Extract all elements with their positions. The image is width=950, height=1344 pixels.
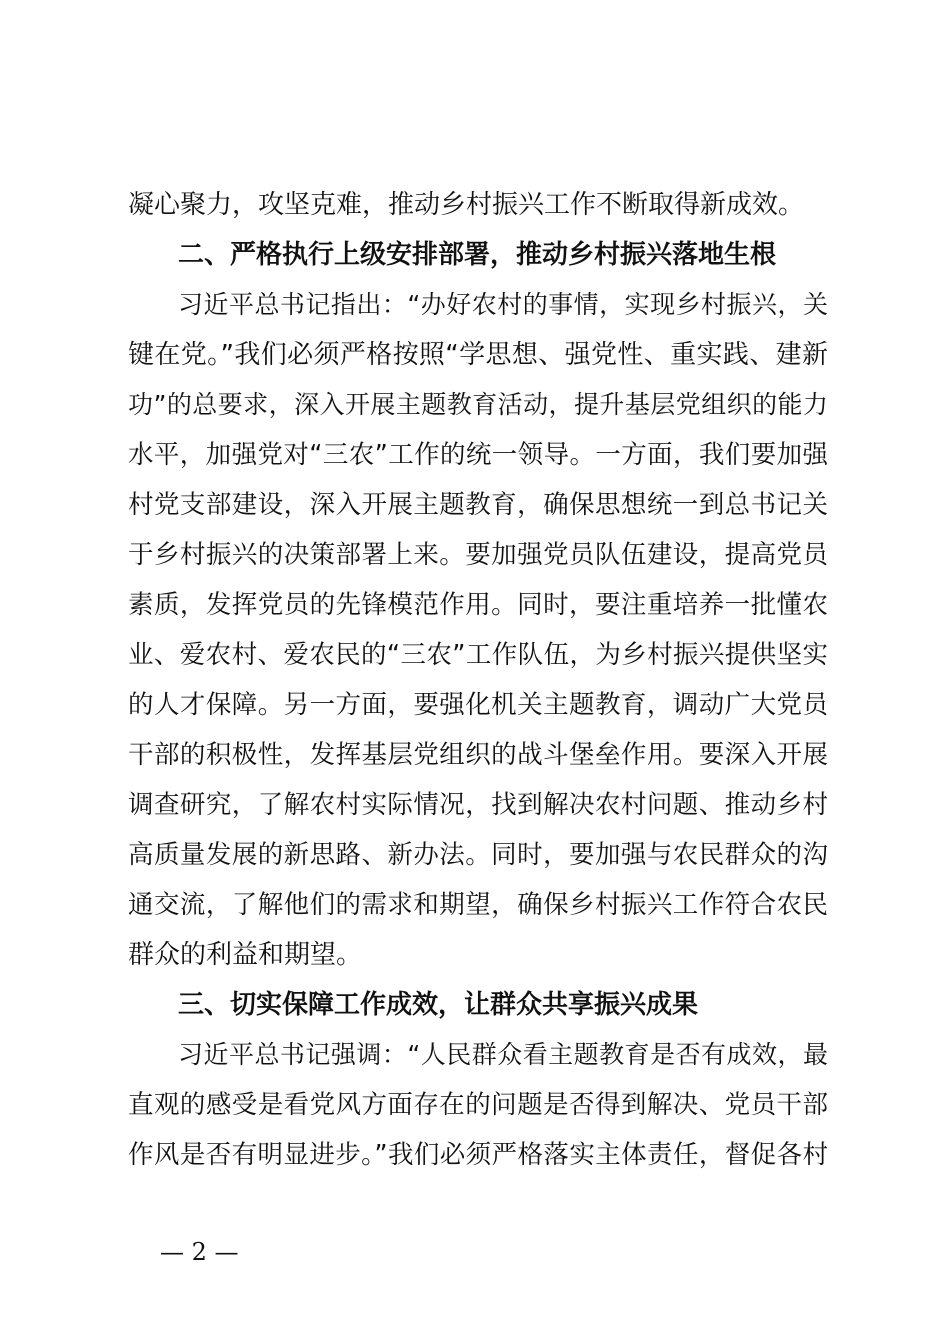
body-text-line: 习近平总书记强调：“人民群众看主题教育是否有成效，最 [178,1040,828,1069]
body-text-line: 干部的积极性，发挥基层党组织的战斗堡垒作用。要深入开展 [128,740,828,770]
body-text-line: 调查研究，了解农村实际情况，找到解决农村问题、推动乡村 [128,790,828,820]
body-text-line: 习近平总书记指出：“办好农村的事情，实现乡村振兴，关 [178,290,828,319]
section-heading-3: 三、切实保障工作成效，让群众共享振兴成果 [178,990,699,1020]
body-text-line: 的人才保障。另一方面，要强化机关主题教育，调动广大党员 [128,690,828,720]
body-text-line: 素质，发挥党员的先锋模范作用。同时，要注重培养一批懂农 [128,590,828,620]
body-text-line: 业、爱农村、爱农民的“三农”工作队伍，为乡村振兴提供坚实 [128,640,828,670]
body-text-line: 水平，加强党对“三农”工作的统一领导。一方面，我们要加强 [128,440,828,470]
body-text-line: 通交流，了解他们的需求和期望，确保乡村振兴工作符合农民 [128,890,828,920]
body-text-line: 直观的感受是看党风方面存在的问题是否得到解决、党员干部 [128,1090,828,1120]
body-text-line: 作风是否有明显进步。”我们必须严格落实主体责任，督促各村 [128,1140,828,1170]
body-text-line: 凝心聚力，攻坚克难，推动乡村振兴工作不断取得新成效。 [128,190,805,220]
body-text-line: 键在党。”我们必须严格按照“学思想、强党性、重实践、建新 [128,340,828,370]
body-text-line: 群众的利益和期望。 [128,940,363,970]
page-number: — 2 — [160,1238,239,1266]
section-heading-2: 二、严格执行上级安排部署，推动乡村振兴落地生根 [178,240,777,270]
body-text-line: 功”的总要求，深入开展主题教育活动，提升基层党组织的能力 [128,390,828,419]
body-text-line: 村党支部建设，深入开展主题教育，确保思想统一到总书记关 [128,490,828,520]
body-text-line: 高质量发展的新思路、新办法。同时，要加强与农民群众的沟 [128,840,828,870]
body-text-line: 于乡村振兴的决策部署上来。要加强党员队伍建设，提高党员 [128,540,828,570]
